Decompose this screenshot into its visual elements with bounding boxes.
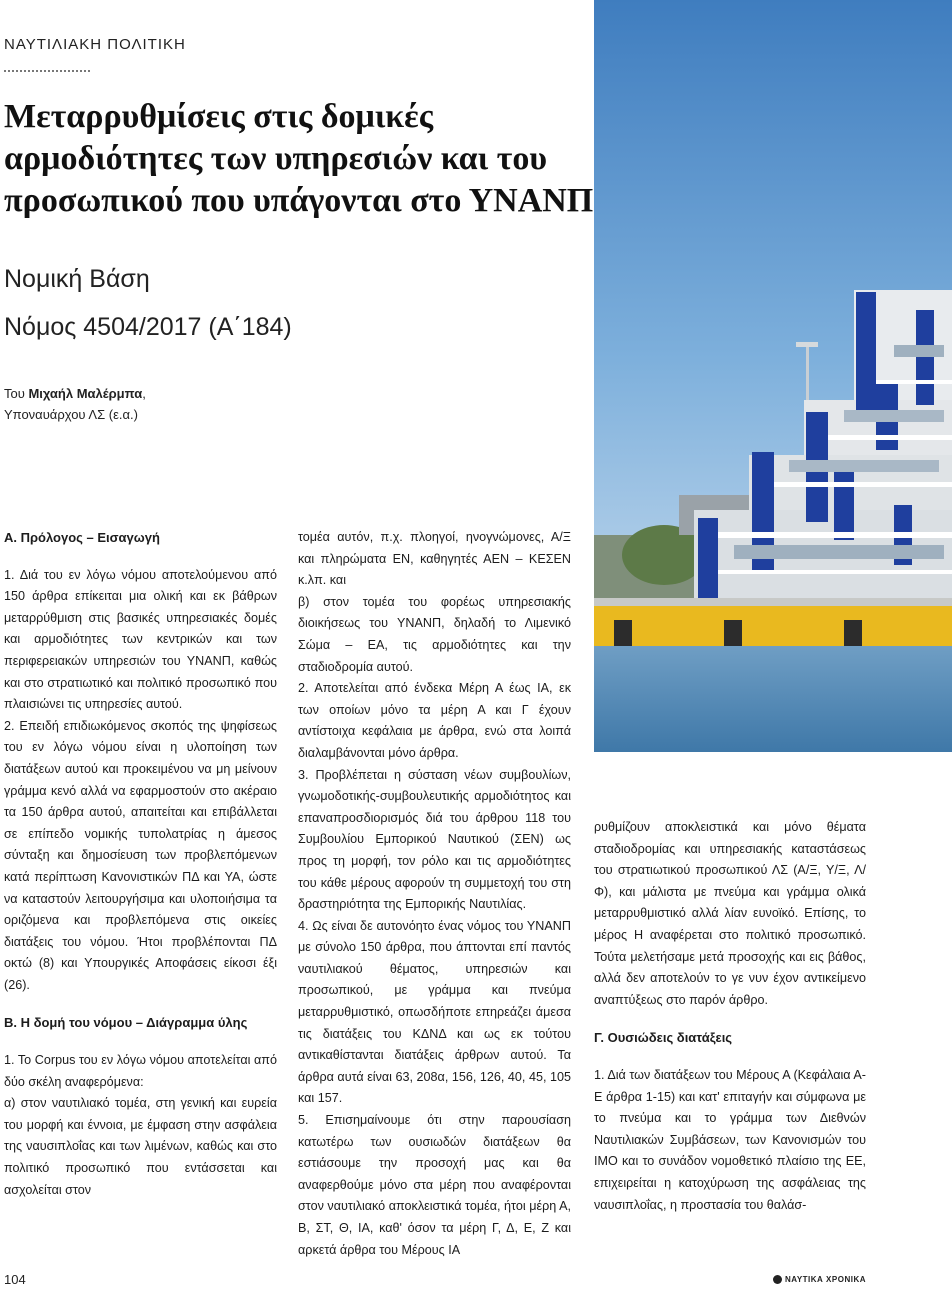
- port-terminal-photo: [594, 0, 952, 752]
- paragraph: α) στον ναυτιλιακό τομέα, στη γενική και ευρεία του μορφή και έννοια, με έμφαση στην ασφάλεια της ναυσιπλοΐας και των λιμένων, καθώς και στο πολιτικό προσωπικό που εντάσσεται και ασχολείται στον: [4, 1096, 277, 1197]
- fender: [724, 620, 742, 646]
- byline-suffix: ,: [142, 386, 146, 401]
- article-subtitle-legal-basis: Νομική Βάση: [4, 265, 150, 293]
- text-column-2: [298, 527, 571, 1261]
- paragraph: 1. Διά των διατάξεων του Μέρους Α (Κεφάλαια Α-Ε άρθρα 1-15) και κατ' επιταγήν και σύμφωνα με το πνεύμα και το γράμμα των Διεθνών Ναυτιλιακών Συμβάσεων, των Κανονισμών του ΙΜΟ και το συνάδον νομοθετικό πλαίσιο της ΕΕ, επιχειρείται η κατοχύρωση της ασφάλειας της ναυσιπλοΐας, η προστασία του θαλάσ-: [594, 1067, 866, 1212]
- heading-prologue: Α. Πρόλογος – Εισαγωγή: [4, 530, 160, 545]
- paragraph: ρυθμίζουν αποκλειστικά και μόνο θέματα σταδιοδρομίας και υπηρεσιακής καταστάσεως του στρατιωτικού προσωπικού ΛΣ (Α/Ξ, Υ/Ξ, Λ/Φ), και μάλιστα με πνεύμα και γράμμα ολικά μεταρρυθμιστικό αλλά λίαν ευνοϊκό. Επίσης, το μέρος Η αναφέρεται στο πολιτικό προσωπικό. Τούτα μελετήσαμε μετά προσοχής και εις βάθος, αλλά δεν αποτελούν το γε νυν έχον αντικείμενο αναπτύξεως στο παρόν άρθρο.: [594, 820, 866, 1007]
- byline-prefix: Του: [4, 386, 29, 401]
- quay-wall: [594, 606, 952, 646]
- paragraph: 1. Διά του εν λόγω νόμου αποτελούμενου από 150 άρθρα επίκειται μια ολική και εκ βάθρων μεταρρύθμιση στις βασικές υπηρεσιακές δομές και αρμοδιότητες των κεντρικών και των περιφερειακών υπηρεσιών του ΥΝΑΝΠ, καθώς και στο στρατιωτικό και πολιτικό προσωπικό που πλαισιώνει τις υπηρεσίες αυτού.: [4, 567, 277, 712]
- fender: [844, 620, 862, 646]
- paragraph: 4. Ως είναι δε αυτονόητο ένας νόμος του ΥΝΑΝΠ με σύνολο 150 άρθρα, που άπτονται επί παντός ναυτιλιακού θέματος, υπηρεσιών και προσωπικού, με γράμμα και πνεύμα μεταρρυθμιστικό, οπωσδήποτε επηρεάζει άμεσα τις διατάξεις του ΚΔΝΔ και ως εκ τούτου αντικαθίστανται διατάξεις άρθρων αυτού. Τα άρθρα αυτά είναι 63, 208α, 156, 126, 40, 45, 105 και 157.: [298, 918, 571, 1106]
- paragraph: 2. Αποτελείται από ένδεκα Μέρη Α έως ΙΑ, εκ των οποίων μόνο τα μέρη Α και Γ έχουν αντίστοιχα κεφάλαια με άρθρα, ενώ στα λοιπά διαλαμβάνονται μόνο άρθρα.: [298, 681, 571, 760]
- quay-top: [594, 598, 952, 606]
- text-column-1: [4, 527, 277, 1201]
- publication-brand: [773, 1275, 866, 1284]
- heading-structure: Β. Η δομή του νόμου – Διάγραμμα ύλης: [4, 1015, 248, 1031]
- brand-logo-icon: [773, 1275, 782, 1284]
- page-number: 104: [4, 1272, 26, 1287]
- light-fixture: [796, 342, 818, 347]
- paragraph: β) στον τομέα του φορέως υπηρεσιακής διοικήσεως του ΥΝΑΝΠ, δηλαδή το Λιμενικό Σώμα – ΕΑ, τις αρμοδιότητες και την σταδιοδρομία αυτού.: [298, 594, 571, 674]
- article-subtitle-law-number: Νόμος 4504/2017 (Α΄184): [4, 313, 292, 341]
- paragraph: 2. Επειδή επιδιωκόμενος σκοπός της ψηφίσεως του εν λόγω νόμου είναι η υλοποίηση των διατάξεων αυτού και προκειμένου να μη μείνουν γράμμα κενό αλλά να εφαρμοστούν στο ακέραιο τα 150 άρθρα αυτού, απαιτείται και επιβάλλεται σε επίπεδο νομικής τυπολατρίας η άμεσος σύνταξη και δημοσίευση των προβλεπόμενων κατά περίπτωση Κανονιστικών ΠΔ και ΥΑ, ώστε να καταστούν λειτουργήσιμα και υλοποιήσιμα τα οριζόμενα και προβλεπόμενα στις οικείες διατάξεις του νόμου. Ήτοι προβλέπονται ΠΔ οκτώ (8) και Υπουργικές Αποφάσεις είκοσι έξι (26).: [4, 718, 277, 992]
- byline: [4, 383, 404, 425]
- article-title: Μεταρρυθμίσεις στις δομικές αρμοδιότητες των υπηρεσιών και του προσωπικού που υπάγονται στο ΥΝΑΝΠ: [4, 98, 594, 219]
- paragraph: 5. Επισημαίνουμε ότι στην παρουσίαση κατωτέρω των ουσιωδών διατάξεων θα εστιάσουμε την προσοχή μας και θα αναφερθούμε μόνο στα μέρη που αναφέρονται στον ναυτιλιακό αποκλειστικά τομέα, ήτοι μέρη Α, Β, ΣΤ, Θ, ΙΑ, καθ' όσον τα μέρη Γ, Δ, Ε, Ζ και αρκετά άρθρα του Μέρους ΙΑ: [298, 1113, 571, 1257]
- heading-essential-provisions: Γ. Ουσιώδεις διατάξεις: [594, 1030, 733, 1046]
- paragraph: τομέα αυτόν, π.χ. πλοηγοί, ηνογνώμονες, Α/Ξ και πληρώματα ΕΝ, καθηγητές ΑΕΝ – ΚΕΣΕΝ κ.λπ. και: [298, 530, 571, 588]
- publication-name: ΝΑΥΤΙΚΑ ΧΡΟΝΙΚΑ: [785, 1275, 866, 1284]
- section-label: ΝΑΥΤΙΛΙΑΚΗ ΠΟΛΙΤΙΚΗ: [4, 36, 186, 53]
- byline-role: Υποναυάρχου ΛΣ (ε.α.): [4, 407, 138, 422]
- paragraph: 1. Το Corpus του εν λόγω νόμου αποτελείται από δύο σκέλη αναφερόμενα:: [4, 1053, 277, 1089]
- text-column-3: [594, 817, 866, 1216]
- fender: [614, 620, 632, 646]
- sea: [594, 646, 952, 752]
- paragraph: 3. Προβλέπεται η σύσταση νέων συμβουλίων, γνωμοδοτικής-συμβουλευτικής αρμοδιότητος και επαναπροσδιορισμός διά του άρθρου 118 του Συμβουλίου Εμπορικού Ναυτικού (ΣΕΝ) ως προς τη μορφή, τον ρόλο και τις αρμοδιότητες του κάθε μέρους αφορούν τη συμμετοχή του στη δραστηριότητα της Εμπορικής Ναυτιλίας.: [298, 767, 571, 912]
- port-terminal-illustration: [594, 0, 952, 752]
- byline-author: Μιχαήλ Μαλέρμπα: [28, 386, 143, 401]
- dotted-divider: [4, 70, 90, 72]
